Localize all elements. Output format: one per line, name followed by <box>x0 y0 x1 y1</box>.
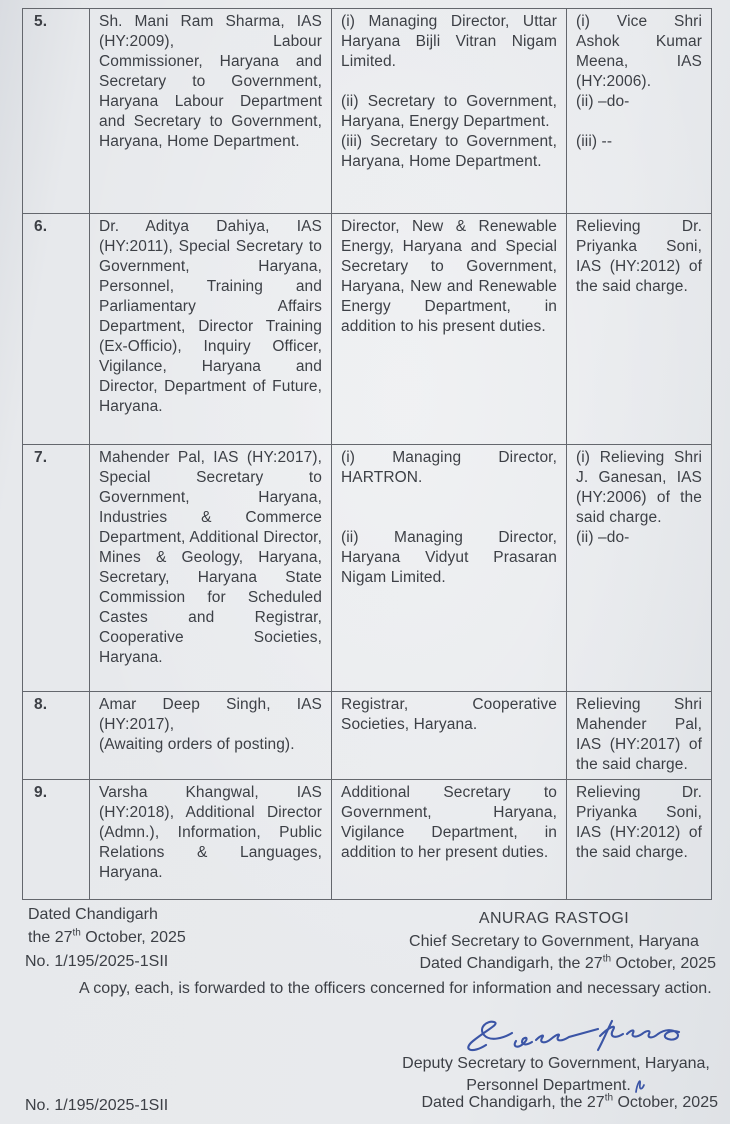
remarks-cell <box>566 214 711 444</box>
serial-cell: 6. <box>34 218 48 235</box>
cell-paragraph: Dr. Aditya Dahiya, IAS (HY:2011), Special Secretary to Government, Haryana, Personnel, Training and Parliamentary Affairs Department, Director Training (Ex-Officio), Inquiry Officer, Vigilance, Haryana and Director, Department of Future, Haryana. <box>99 218 322 415</box>
dated-line2: the 27th October, 2025 <box>28 927 186 946</box>
order-table <box>22 8 712 900</box>
remarks-cell <box>566 692 711 779</box>
reference-number: No. 1/195/2025-1SII <box>25 953 169 970</box>
cell-paragraph: (Awaiting orders of posting). <box>99 736 295 753</box>
serial-cell: 7. <box>34 449 48 466</box>
dated-line1: Dated Chandigarh <box>28 906 158 923</box>
deputy-title-line1: Deputy Secretary to Government, Haryana, <box>402 1055 710 1072</box>
signatory-name: ANURAG RASTOGI <box>478 910 630 927</box>
cell-paragraph: (ii) –do- <box>576 93 630 110</box>
table-row <box>23 444 711 691</box>
cell-paragraph: (iii) Secretary to Government, Haryana, Home Department. <box>341 133 557 170</box>
cell-paragraph <box>576 112 702 132</box>
cell-paragraph: Varsha Khangwal, IAS (HY:2018), Additional Director (Admn.), Information, Public Relations & Languages, Haryana. <box>99 784 322 881</box>
dated-place-left <box>28 903 186 949</box>
table-row <box>23 9 711 213</box>
ordinal-sup: th <box>604 1092 614 1104</box>
cell-paragraph: Relieving Shri Mahender Pal, IAS (HY:2017) of the said charge. <box>576 696 702 773</box>
posting-cell <box>331 214 566 444</box>
signatory-title: Chief Secretary to Government, Haryana <box>409 933 699 950</box>
ordinal-sup: th <box>602 953 612 965</box>
dated-line-bottom: Dated Chandigarh, the 27th October, 2025 <box>421 1092 718 1111</box>
dated-line-mid: Dated Chandigarh, the 27th October, 2025 <box>419 953 716 972</box>
cell-paragraph: (iii) -- <box>576 133 613 150</box>
footer-block <box>0 893 730 1124</box>
officer-cell <box>89 780 331 899</box>
cell-paragraph <box>341 72 557 92</box>
cell-paragraph: Mahender Pal, IAS (HY:2017), Special Secretary to Government, Haryana, Industries & Commerce Department, Additional Director, Mines & Geology, Haryana, Secretary, Haryana State Commission for Scheduled Castes and Registrar, Cooperative Societies, Haryana. <box>99 449 322 666</box>
forwarding-note: A copy, each, is forwarded to the officers concerned for information and necessary action. <box>79 980 712 997</box>
signatory-block <box>380 907 728 953</box>
serial-cell: 5. <box>34 13 48 30</box>
cell-paragraph: Relieving Dr. Priyanka Soni, IAS (HY:2012) of the said charge. <box>576 784 702 861</box>
officer-cell <box>89 9 331 213</box>
posting-cell <box>331 780 566 899</box>
deputy-title-line2: Personnel Department. <box>382 1075 730 1103</box>
table-row <box>23 779 711 899</box>
cell-paragraph <box>341 508 557 528</box>
ordinal-sup: th <box>72 927 81 939</box>
remarks-cell <box>566 445 711 691</box>
cell-paragraph: (i) Relieving Shri J. Ganesan, IAS (HY:2006) of the said charge. <box>576 449 702 526</box>
cell-paragraph: (i) Managing Director, HARTRON. <box>341 449 557 486</box>
serial-cell: 8. <box>34 696 48 713</box>
cell-paragraph <box>341 488 557 508</box>
cell-paragraph: Sh. Mani Ram Sharma, IAS (HY:2009), Labour Commissioner, Haryana and Secretary to Government, Haryana Labour Department and Secretary to Government, Haryana, Home Department. <box>99 13 322 150</box>
reference-number-bottom: No. 1/195/2025-1SII <box>25 1097 169 1114</box>
table-row <box>23 213 711 444</box>
officer-cell <box>89 692 331 779</box>
remarks-cell <box>566 9 711 213</box>
cell-paragraph: (ii) Managing Director, Haryana Vidyut Prasaran Nigam Limited. <box>341 529 557 586</box>
cell-paragraph: Additional Secretary to Government, Haryana, Vigilance Department, in addition to her present duties. <box>341 784 557 861</box>
serial-cell: 9. <box>34 784 48 801</box>
cell-paragraph: Director, New & Renewable Energy, Haryana and Special Secretary to Government, Haryana, New and Renewable Energy Department, in addition to his present duties. <box>341 218 557 335</box>
posting-cell <box>331 692 566 779</box>
cell-paragraph: (i) Managing Director, Uttar Haryana Bijli Vitran Nigam Limited. <box>341 13 557 70</box>
cell-paragraph: Registrar, Cooperative Societies, Haryana. <box>341 696 557 733</box>
cell-paragraph: Relieving Dr. Priyanka Soni, IAS (HY:2012) of the said charge. <box>576 218 702 295</box>
officer-cell <box>89 214 331 444</box>
officer-cell <box>89 445 331 691</box>
cell-paragraph: (ii) Secretary to Government, Haryana, Energy Department. <box>341 93 557 130</box>
cell-paragraph: (ii) –do- <box>576 529 630 546</box>
cell-paragraph: Amar Deep Singh, IAS (HY:2017), <box>99 696 322 733</box>
cell-paragraph: (i) Vice Shri Ashok Kumar Meena, IAS (HY:2006). <box>576 13 702 90</box>
posting-cell <box>331 9 566 213</box>
posting-cell <box>331 445 566 691</box>
table-row <box>23 691 711 779</box>
remarks-cell <box>566 780 711 899</box>
